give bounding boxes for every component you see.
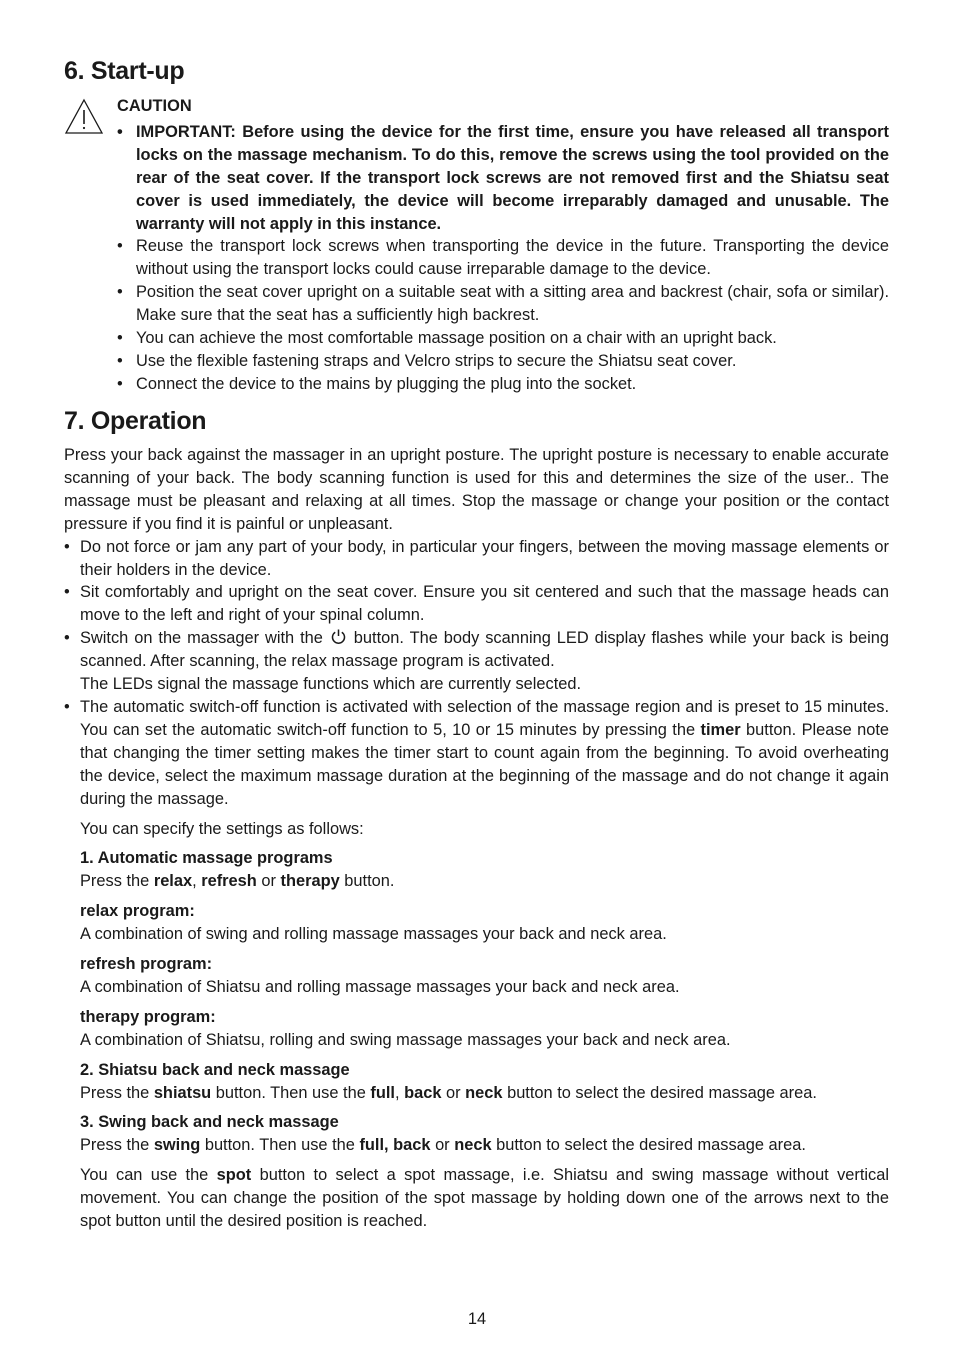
operation-bullet-timer — [64, 696, 889, 811]
section-title-operation: 7. Operation — [64, 407, 207, 435]
text: or — [446, 1083, 461, 1102]
important-bullet: • IMPORTANT: Before using the device for the first time, ensure you have released all transport locks on the massage mechanism. To do this, remove the screws using the tool provided on the rear of the seat cover. If the transport lock screws are not removed first and the Shiatsu seat cover is used immediately, the device will become irreparably damaged and unusable. The warranty will not apply in this instance. — [117, 121, 889, 236]
bullet-text: button. The body scanning LED display flashes while your back is being scanned. After scanning, the relax massage program is activated. — [80, 629, 889, 671]
warning-triangle-icon — [64, 98, 104, 136]
text: button. — [344, 872, 395, 891]
relax-text: A combination of swing and rolling massage massages your back and neck area. — [80, 925, 667, 944]
shiatsu-label: shiatsu — [153, 1083, 212, 1102]
spot-text — [80, 1164, 889, 1233]
caution-bullet: • You can achieve the most comfortable massage position on a chair with an upright back. — [117, 327, 889, 350]
operation-intro: Press your back against the massager in an upright posture. The upright posture is necessary to enable accurate scanning of your back. The body scanning function is used for this and determines the size of the user.. The massage must be pleasant and relaxing at all times. Stop the massage or change your position or the contact pressure if you find it is painful or unpleasant. — [64, 446, 889, 533]
operation-bullet-power — [64, 627, 889, 696]
neck-label: neck — [465, 1083, 503, 1102]
text: Press the — [80, 1136, 150, 1155]
relax-heading: relax program: — [80, 902, 195, 921]
neck-label: neck — [454, 1136, 492, 1155]
timer-button-label: timer — [700, 720, 741, 739]
settings-intro: You can specify the settings as follows: — [80, 819, 364, 838]
text: Press the — [80, 1083, 150, 1102]
shiatsu-heading: 2. Shiatsu back and neck massage — [80, 1060, 350, 1079]
text: or — [261, 872, 276, 891]
caution-title: CAUTION — [117, 97, 192, 115]
caution-bullet: • Reuse the transport lock screws when transporting the device in the future. Transporting the device without using the transport locks could cause irreparable damage to the device. — [117, 235, 889, 281]
caution-bullet: • Use the flexible fastening straps and Velcro strips to secure the Shiatsu seat cover. — [117, 350, 889, 373]
text: button. Then use the — [204, 1136, 355, 1155]
bullet-text: The automatic switch-off function is activated with selection of the massage region and is preset to 15 minutes. You can set the automatic switch-off function to 5, 10 or 15 minutes by pressing the — [80, 697, 889, 739]
swing-text — [80, 1134, 889, 1157]
text: button to select the desired massage area. — [507, 1083, 817, 1102]
refresh-heading: refresh program: — [80, 955, 213, 974]
refresh-label: refresh — [201, 872, 257, 891]
full-back-label: full, back — [359, 1136, 431, 1155]
text: or — [435, 1136, 450, 1155]
section-title-start-up: 6. Start-up — [64, 57, 185, 85]
text: You can use the — [80, 1166, 209, 1185]
full-label: full — [370, 1083, 395, 1102]
text: , — [394, 1083, 400, 1102]
spot-label: spot — [216, 1166, 252, 1185]
auto-programs-heading: 1. Automatic massage programs — [80, 849, 333, 868]
text: button. Then use the — [215, 1083, 366, 1102]
operation-bullet: • Do not force or jam any part of your body, in particular your fingers, between the moving massage elements or their holders in the device. — [64, 536, 889, 582]
auto-programs-text — [80, 870, 889, 893]
relax-label: relax — [153, 872, 193, 891]
caution-bullet: • Connect the device to the mains by plugging the plug into the socket. — [117, 373, 889, 396]
caution-bullet: • Position the seat cover upright on a suitable seat with a sitting area and backrest (chair, sofa or similar). Make sure that the seat has a sufficiently high backrest. — [117, 281, 889, 327]
settings-block — [64, 811, 889, 1234]
text: Press the — [80, 872, 150, 891]
text: , — [192, 872, 197, 891]
therapy-text: A combination of Shiatsu, rolling and swing massage massages your back and neck area. — [80, 1030, 731, 1049]
shiatsu-text — [80, 1082, 889, 1105]
operation-block — [64, 444, 889, 1233]
swing-heading: 3. Swing back and neck massage — [80, 1113, 339, 1132]
therapy-label: therapy — [280, 872, 340, 891]
therapy-heading: therapy program: — [80, 1007, 216, 1026]
refresh-text: A combination of Shiatsu and rolling massage massages your back and neck area. — [80, 977, 680, 996]
bullet-text: Switch on the massager with the — [80, 629, 323, 648]
bullet-text: The LEDs signal the massage functions which are currently selected. — [80, 675, 582, 694]
bullet-text: button. Please note that changing the timer setting makes the timer start to count again from the beginning. To avoid overheating the device, select the maximum massage duration at the beginning of the massage and do not change it again during the massage. — [80, 720, 889, 808]
caution-block — [117, 95, 889, 396]
text: button to select a spot massage, i.e. Shiatsu and swing massage without vertical movement. You can change the position of the spot massage by holding down one of the arrows next to the spot button until the desired position is reached. — [80, 1166, 889, 1231]
operation-bullet: • Sit comfortably and upright on the seat cover. Ensure you sit centered and such that the massage heads can move to the left and right of your spinal column. — [64, 581, 889, 627]
text: button to select the desired massage area. — [496, 1136, 806, 1155]
page-number: 14 — [467, 1310, 487, 1328]
power-icon — [330, 628, 347, 645]
back-label: back — [404, 1083, 442, 1102]
swing-label: swing — [153, 1136, 201, 1155]
